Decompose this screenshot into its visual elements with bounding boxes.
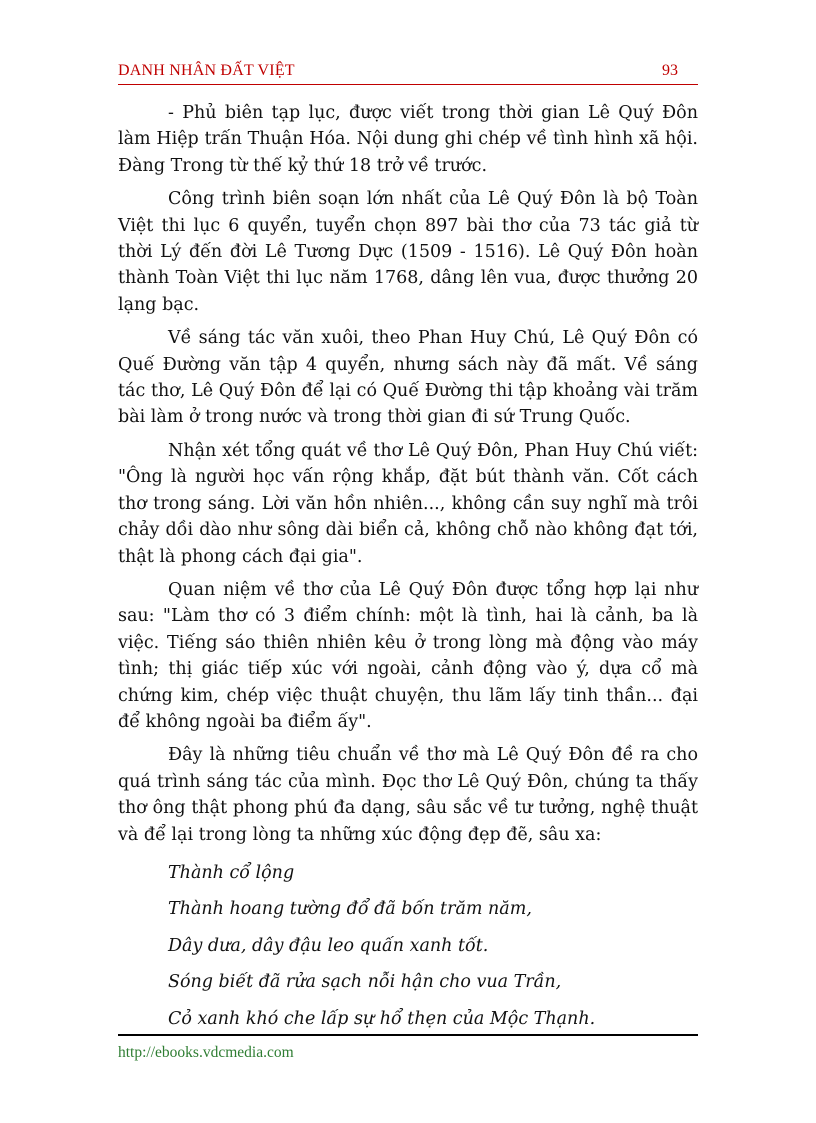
page-number: 93	[662, 62, 678, 79]
header-divider	[118, 84, 698, 85]
paragraph-4: Nhận xét tổng quát về thơ Lê Quý Đôn, Phan Huy Chú viết: "Ông là người học vấn rộng khắp, đặt bút thành văn. Cốt cách thơ trong sáng. Lời văn hồn nhiên..., không cần suy nghĩ mà trôi chảy dồi dào như sông dài biển cả, không chỗ nào không đạt tới, thật là phong cách đại gia".	[118, 440, 698, 567]
paragraph-3: Về sáng tác văn xuôi, theo Phan Huy Chú, Lê Quý Đôn có Quế Đường văn tập 4 quyển, nhưng sách này đã mất. Về sáng tác thơ, Lê Quý Đôn để lại có Quế Đường thi tập khoảng vài trăm bài làm ở trong nước và trong thời gian đi sứ Trung Quốc.	[118, 328, 698, 428]
poem-line: Thành hoang tường đổ đã bốn trăm năm,	[168, 899, 532, 920]
paragraph-5: Quan niệm về thơ của Lê Quý Đôn được tổng hợp lại như sau: "Làm thơ có 3 điểm chính: một là tình, hai là cảnh, ba là việc. Tiếng sáo thiên nhiên kêu ở trong lòng mà động vào máy tình; thị giác tiếp xúc với ngoài, cảnh động vào ý, dựa cổ mà chứng kim, chép việc thuật chuyện, thu lãm lấy tinh thần... đại để không ngoài ba điểm ấy".	[118, 579, 698, 732]
footer-url-link[interactable]: http://ebooks.vdcmedia.com	[118, 1044, 294, 1061]
poem-block	[118, 855, 698, 1038]
poem-line: Cỏ xanh khó che lấp sự hổ thẹn của Mộc Thạnh.	[168, 1008, 596, 1029]
page-header	[118, 62, 698, 84]
paragraph-6: Đây là những tiêu chuẩn về thơ mà Lê Quý Đôn đề ra cho quá trình sáng tác của mình. Đọc thơ Lê Quý Đôn, chúng ta thấy thơ ông thật phong phú đa dạng, sâu sắc về tư tưởng, nghệ thuật và để lại trong lòng ta những xúc động đẹp đẽ, sâu xa:	[118, 745, 698, 845]
running-title: DANH NHÂN ĐẤT VIỆT	[118, 62, 295, 79]
paragraph-2: Công trình biên soạn lớn nhất của Lê Quý Đôn là bộ Toàn Việt thi lục 6 quyển, tuyển chọn 897 bài thơ của 73 tác giả từ thời Lý đến đời Lê Tương Dực (1509 - 1516). Lê Quý Đôn hoàn thành Toàn Việt thi lục năm 1768, dâng lên vua, được thưởng 20 lạng bạc.	[118, 189, 698, 315]
poem-line: Sóng biết đã rửa sạch nỗi hận cho vua Trần,	[168, 972, 562, 993]
footer-divider	[118, 1034, 698, 1036]
poem-line: Dây dưa, dây đậu leo quấn xanh tốt.	[168, 935, 489, 956]
paragraph-1: - Phủ biên tạp lục, được viết trong thời gian Lê Quý Đôn làm Hiệp trấn Thuận Hóa. Nội dung ghi chép về tình hình xã hội. Đàng Trong từ thế kỷ thứ 18 trở về trước.	[118, 103, 698, 176]
body-text	[118, 100, 698, 1037]
poem-title: Thành cổ lộng	[168, 862, 295, 883]
